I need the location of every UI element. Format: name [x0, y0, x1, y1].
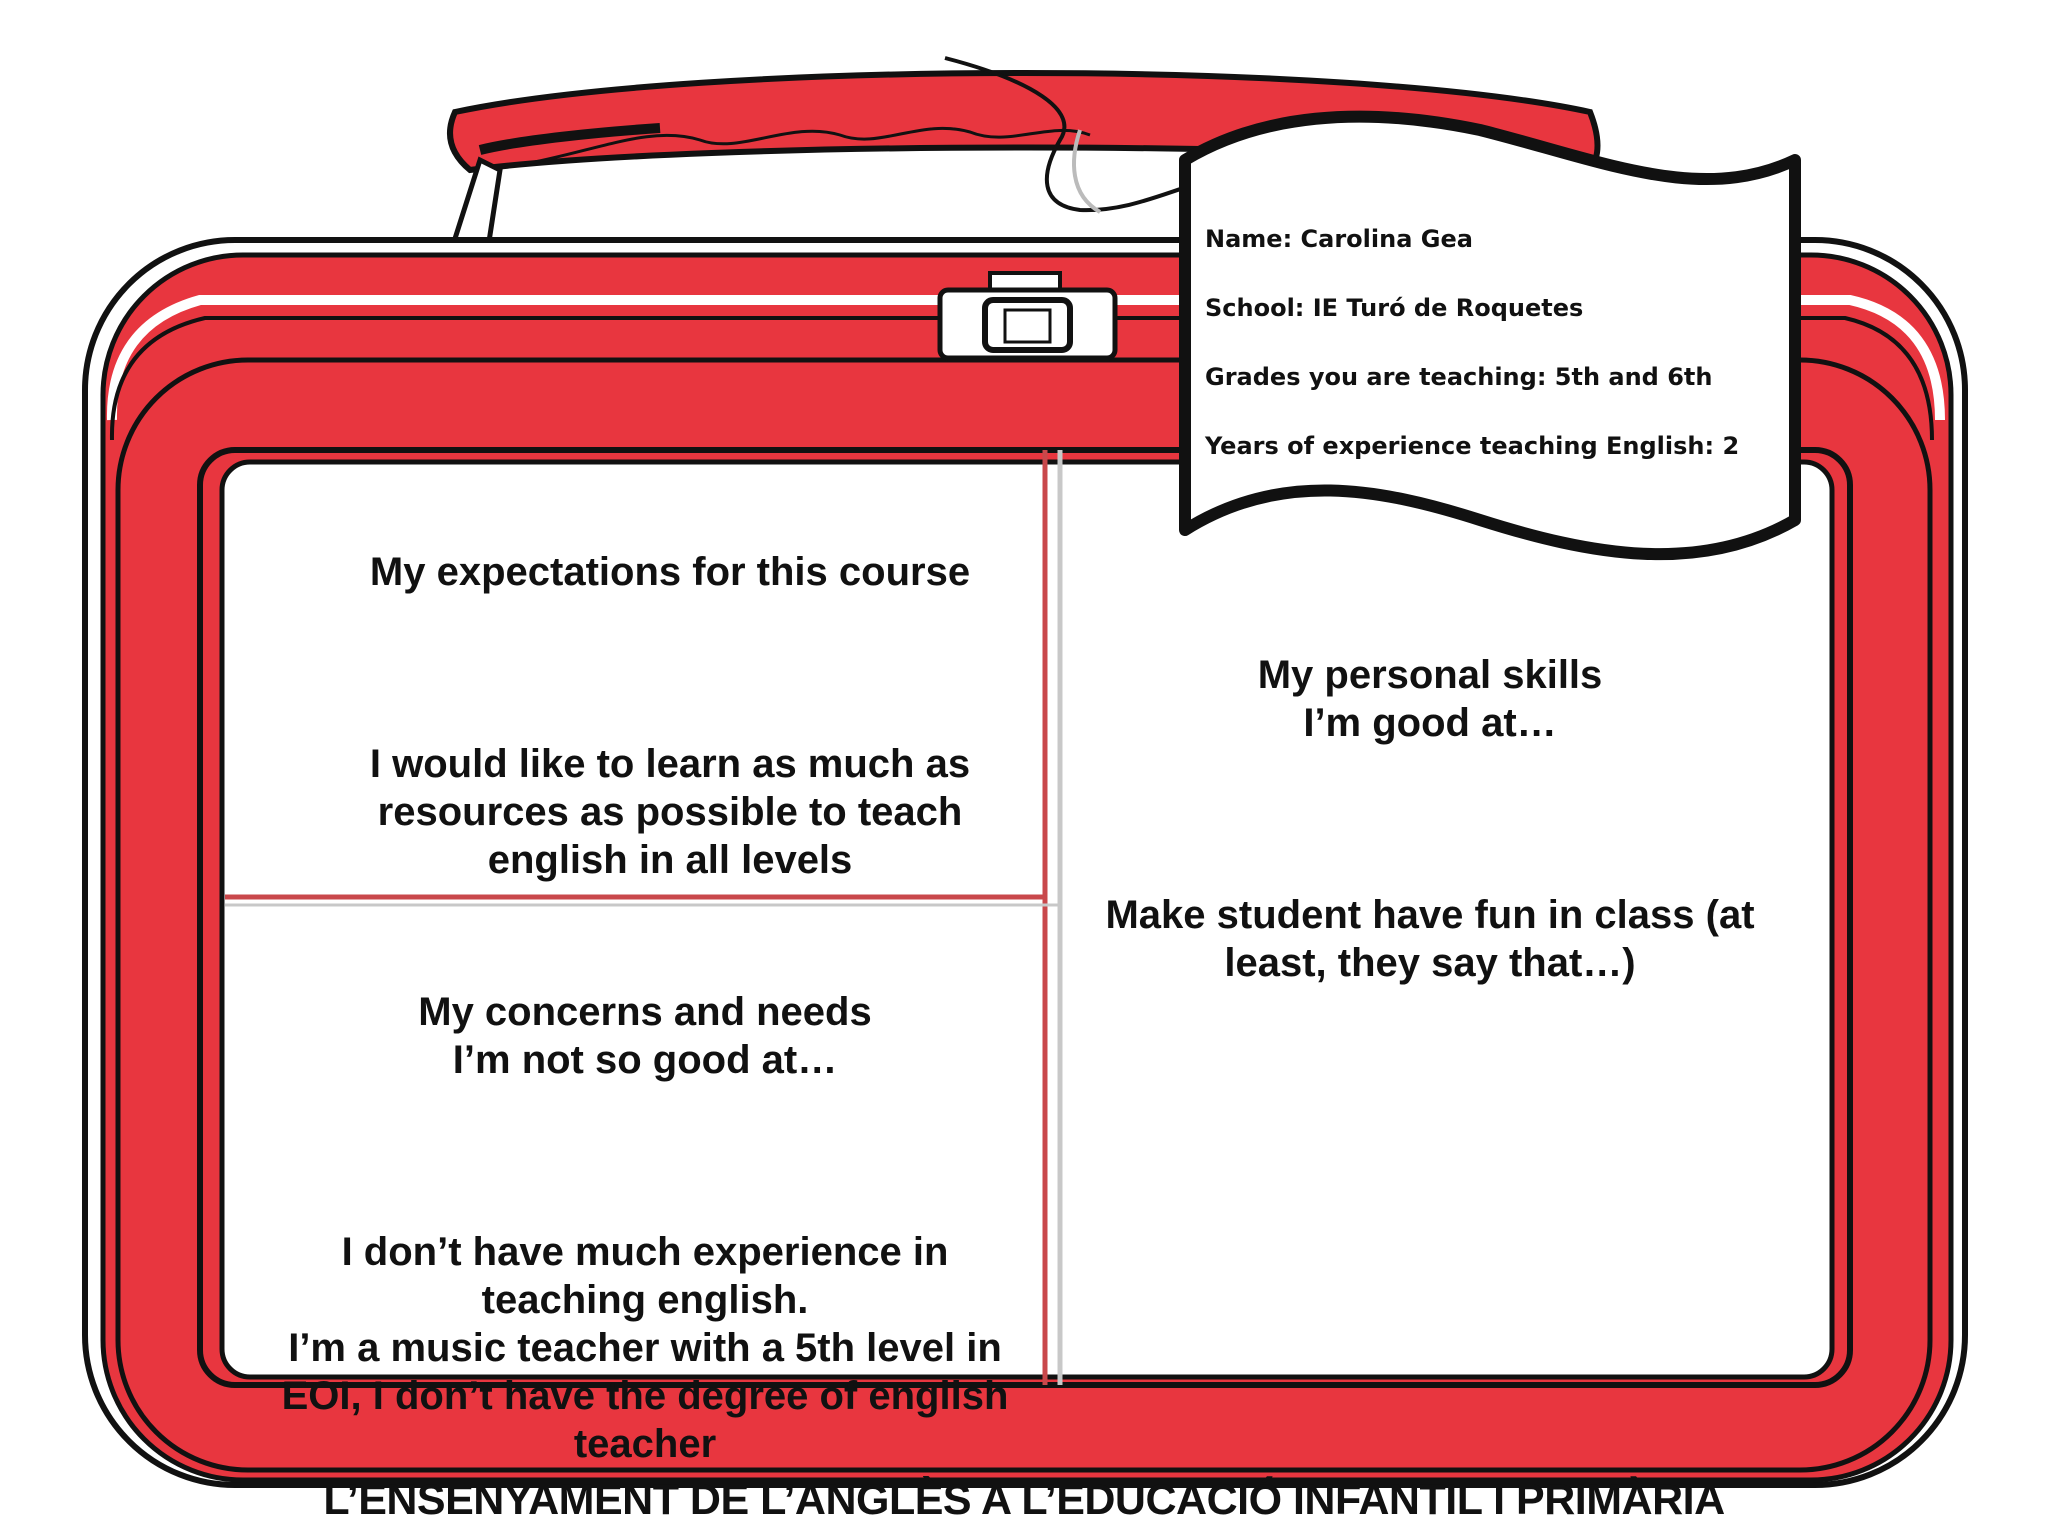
expectations-body: I would like to learn as much as resources as possible to teach english in all levels	[369, 742, 971, 882]
expectations-panel	[345, 500, 995, 932]
tag-name: Name: Carolina Gea	[1205, 225, 1473, 253]
footer-title: L’ENSENYAMENT DE L’ANGLÈS A L’EDUCACIÓ INFANTIL I PRIMÀRIA	[323, 1476, 1725, 1524]
expectations-heading: My expectations for this course	[369, 550, 971, 594]
concerns-body: I don’t have much experience in teaching english. I’m a music teacher with a 5th level in EOI, I don’t have the degree of english teacher	[281, 1230, 1009, 1466]
tag-years: Years of experience teaching English: 2	[1205, 432, 1740, 460]
tag-school: School: IE Turó de Roquetes	[1205, 294, 1584, 322]
skills-heading: My personal skills I’m good at…	[1257, 653, 1603, 745]
tag-grades: Grades you are teaching: 5th and 6th	[1205, 363, 1713, 391]
name-tag-info	[1205, 224, 1765, 500]
skills-body: Make student have fun in class (at least, they say that…)	[1105, 893, 1755, 985]
skills-panel	[1090, 603, 1770, 1035]
concerns-panel	[270, 940, 1020, 1516]
concerns-heading: My concerns and needs I’m not so good at…	[418, 990, 872, 1082]
